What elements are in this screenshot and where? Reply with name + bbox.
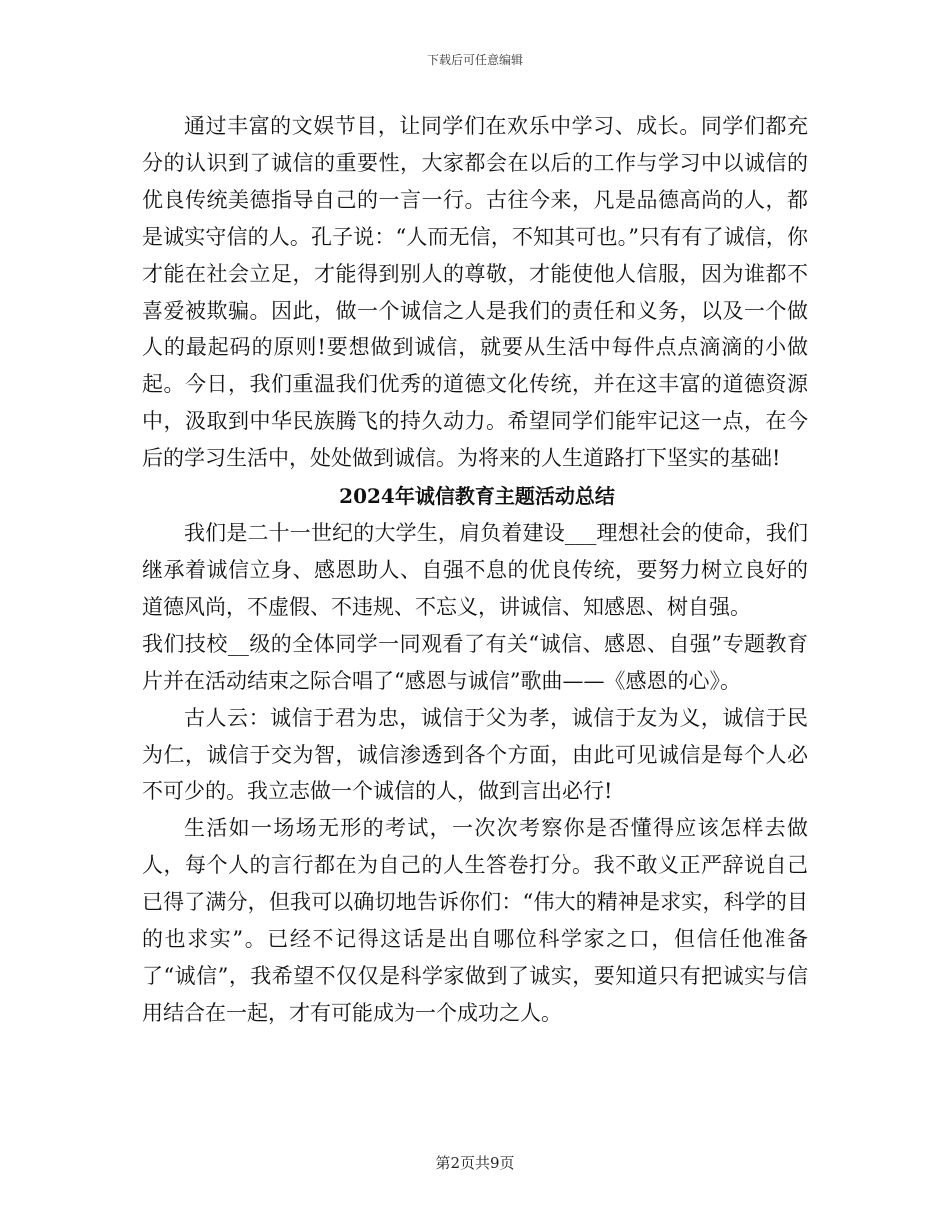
document-body xyxy=(142,108,808,1032)
paragraph-mission: 我们是二十一世纪的大学生，肩负着建设___理想社会的使命，我们继承着诚信立身、感恩助人、自强不息的优良传统，要努力树立良好的道德风尚，不虚假、不违规、不忘义，讲诚信、知感恩、树自强。 xyxy=(142,521,808,619)
page-header: 下载后可任意编辑 xyxy=(426,53,523,67)
paragraph-activity: 我们技校__级的全体同学一同观看了有关“诚信、感恩、自强”专题教育片并在活动结束之际合唱了“感恩与诚信”歌曲——《感恩的心》。 xyxy=(142,631,808,693)
paragraph-intro: 通过丰富的文娱节目，让同学们在欢乐中学习、成长。同学们都充分的认识到了诚信的重要性，大家都会在以后的工作与学习中以诚信的优良传统美德指导自己的一言一行。古往今来，凡是品德高尚的人，都是诚实守信的人。孔子说：“人而无信，不知其可也。”只有有了诚信，你才能在社会立足，才能得到别人的尊敬，才能使他人信服，因为谁都不喜爱被欺骗。因此，做一个诚信之人是我们的责任和义务，以及一个做人的最起码的原则!要想做到诚信，就要从生活中每件点点滴滴的小做起。今日，我们重温我们优秀的道德文化传统，并在这丰富的道德资源中，汲取到中华民族腾飞的持久动力。希望同学们能牢记这一点，在今后的学习生活中，处处做到诚信。为将来的人生道路打下坚实的基础! xyxy=(142,114,808,471)
paragraph-life-exam: 生活如一场场无形的考试，一次次考察你是否懂得应该怎样去做人，每个人的言行都在为自己的人生答卷打分。我不敢义正严辞说自己已得了满分，但我可以确切地告诉你们：“伟大的精神是求实，科学的目的也求实”。已经不记得这话是出自哪位科学家之口，但信任他准备了“诚信”，我希望不仅仅是科学家做到了诚实，要知道只有把诚实与信用结合在一起，才有可能成为一个成功之人。 xyxy=(142,816,808,1025)
document-title: 2024年诚信教育主题活动总结 xyxy=(339,484,615,509)
page-number: 第2页共9页 xyxy=(435,1154,515,1172)
paragraph-ancient-saying: 古人云：诚信于君为忠，诚信于父为孝，诚信于友为义，诚信于民为仁，诚信于交为智，诚信渗透到各个方面，由此可见诚信是每个人必不可少的。我立志做一个诚信的人，做到言出必行! xyxy=(142,705,808,804)
